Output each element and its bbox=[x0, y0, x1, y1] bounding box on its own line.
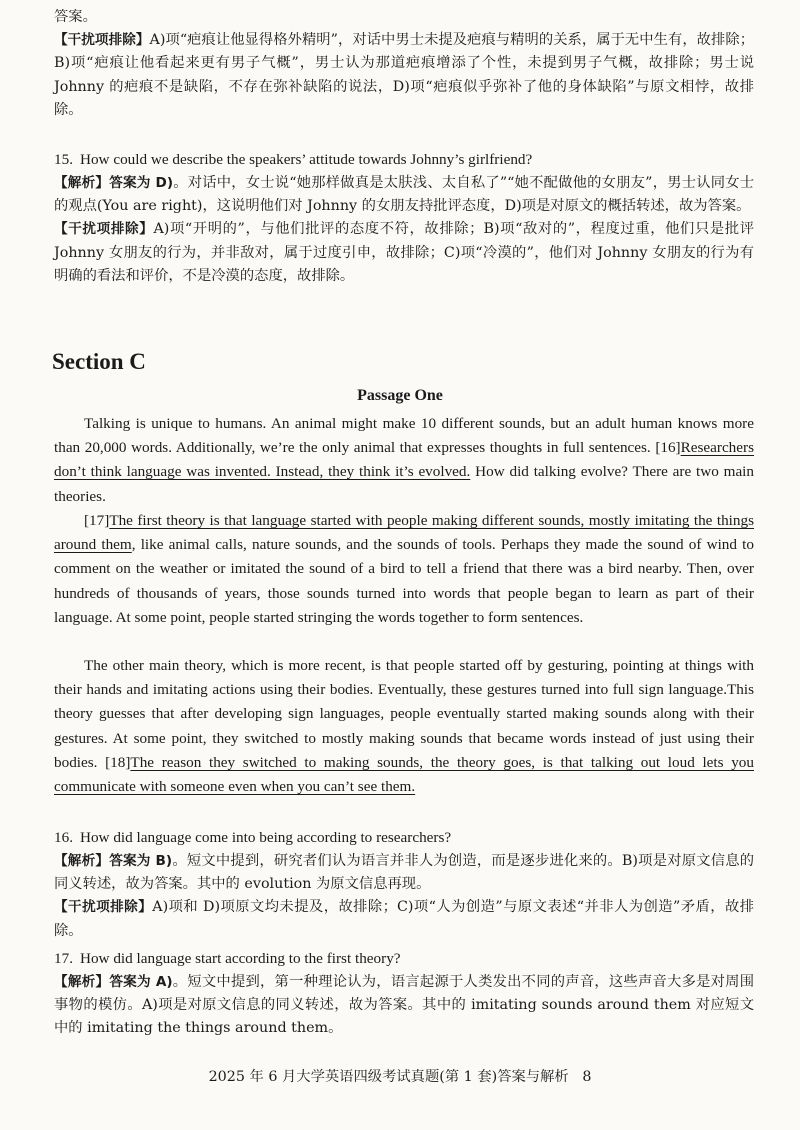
passage-text: Talking is unique to humans. An animal might make 10 different sounds, but an adult human knows more than 20,000 words. Additionally, we’re the only animal that expresses thoughts in full sentences. bbox=[54, 415, 754, 457]
section-title: Section C bbox=[52, 349, 146, 374]
underlined-answer-17: The first theory is that language started with people making different sounds, mostly imitating the things around them bbox=[54, 512, 754, 554]
analysis-text: 。短文中提到，第一种理论认为，语言起源于人类发出不同的声音，这些声音大多是对周围事物的模仿。A)项是对原文信息的同义转述，故为答案。其中的 imitating sounds around them 对应短文中的 imitating the things around them。 bbox=[54, 974, 755, 1037]
footer-title: 2025 年 6 月大学英语四级考试真题(第 1 套)答案与解析 bbox=[208, 1069, 569, 1085]
question-15 bbox=[54, 148, 764, 171]
distractor-tag: 【干扰项排除】 bbox=[54, 221, 154, 238]
distractor-text: A)项“疤痕让他显得格外精明”，对话中男士未提及疤痕与精明的关系，属于无中生有，故排除；B)项“疤痕让他看起来更有男子气概”，男士认为那道疤痕增添了个性，未提到男子气概，故排除；男士说 Johnny 的疤痕不是缺陷，不存在弥补缺陷的说法，D)项“疤痕似乎弥补了他的身体缺陷”与原文相悖，故排除。 bbox=[54, 32, 754, 118]
page-footer bbox=[0, 1066, 800, 1086]
analysis-text: 。对话中，女士说“她那样做真是太肤浅、太自私了”“她不配做他的女朋友”，男士认同女士的观点(You are right)，这说明他们对 Johnny 的女朋友持批评态度，D)项是对原文的概括转述，故为答案。 bbox=[54, 175, 755, 215]
answer-label: 答案为 D) bbox=[109, 175, 174, 191]
question-text: How did language start according to the first theory? bbox=[80, 950, 401, 967]
question-text: How did language come into being according to researchers? bbox=[80, 829, 452, 846]
analysis-text: 。短文中提到，研究者们认为语言并非人为创造，而是逐步进化来的。B)项是对原文信息的同义转述，故为答案。其中的 evolution 为原文信息再现。 bbox=[54, 853, 754, 893]
question-marker-16: [16] bbox=[655, 439, 681, 457]
analysis-tag: 【解析】 bbox=[54, 853, 110, 869]
passage-text: , like animal calls, nature sounds, and the sounds of tools. Perhaps they made the sound of wind to comment on the weather or imitated the sound of a bird to tell a friend that there was a bird nearby. Then, over hundreds of thousands of years, those sounds turned into words that people began to learn as part of their language. At some point, people started stringing the words together to form sentences. bbox=[54, 536, 754, 626]
passage-title: Passage One bbox=[357, 387, 443, 404]
passage-text: The other main theory, which is more recent, is that people started off by gesturing, pointing at things with their hands and imitating actions using their bodies. Eventually, these gestures turned into full sign language.This theory guesses that after developing sign languages, people eventually started making sounds along with their gestures. At some point, they switched to mostly making sounds that became words instead of just using their bodies. bbox=[54, 657, 754, 771]
distractor-tag: 【干扰项排除】 bbox=[54, 32, 150, 49]
q17-analysis bbox=[54, 971, 754, 1041]
question-number: 17. bbox=[54, 950, 73, 967]
passage-paragraph-3 bbox=[54, 654, 754, 799]
question-17 bbox=[54, 947, 764, 970]
question-text: How could we describe the speakers’ attitude towards Johnny’s girlfriend? bbox=[80, 151, 533, 168]
page-number: 8 bbox=[582, 1069, 592, 1085]
passage-paragraph-1 bbox=[54, 412, 754, 509]
underlined-answer-18: The reason they switched to making sounds, the theory goes, is that talking out loud lets you communicate with someone even when you can’t see them. bbox=[54, 753, 754, 796]
question-16 bbox=[54, 826, 764, 849]
distractor-text: A)项和 D)项原文均未提及，故排除；C)项“人为创造”与原文表述“并非人为创造”矛盾，故排除。 bbox=[54, 899, 754, 939]
question-number: 16. bbox=[54, 829, 73, 846]
distractor-tag: 【干扰项排除】 bbox=[54, 899, 153, 916]
question-number: 15. bbox=[54, 151, 73, 168]
passage-paragraph-2 bbox=[54, 509, 754, 630]
q16-analysis bbox=[54, 850, 754, 943]
analysis-tag: 【解析】 bbox=[54, 175, 110, 191]
answer-label: 答案为 A) bbox=[109, 974, 173, 990]
q14-tail bbox=[54, 6, 754, 122]
passage-text: How did talking evolve? There are two main theories. bbox=[54, 463, 755, 505]
q15-analysis bbox=[54, 172, 754, 288]
question-marker-17: [17] bbox=[84, 512, 110, 529]
underlined-answer-16: Researchers don’t think language was invented. Instead, they think it’s evolved. bbox=[54, 439, 754, 481]
question-marker-18: [18] bbox=[105, 753, 131, 771]
distractor-text: A)项“开明的”，与他们批评的态度不符，故排除；B)项“敌对的”，程度过重，他们只是批评 Johnny 女朋友的行为，并非敌对，属于过度引申，故排除；C)项“冷漠的”，他们对 Johnny 女朋友的行为有明确的看法和评价，不是冷漠的态度，故排除。 bbox=[54, 221, 755, 284]
answer-label: 答案为 B) bbox=[109, 853, 173, 869]
analysis-tag: 【解析】 bbox=[54, 974, 110, 990]
answer-tail-text: 答案。 bbox=[54, 9, 97, 25]
